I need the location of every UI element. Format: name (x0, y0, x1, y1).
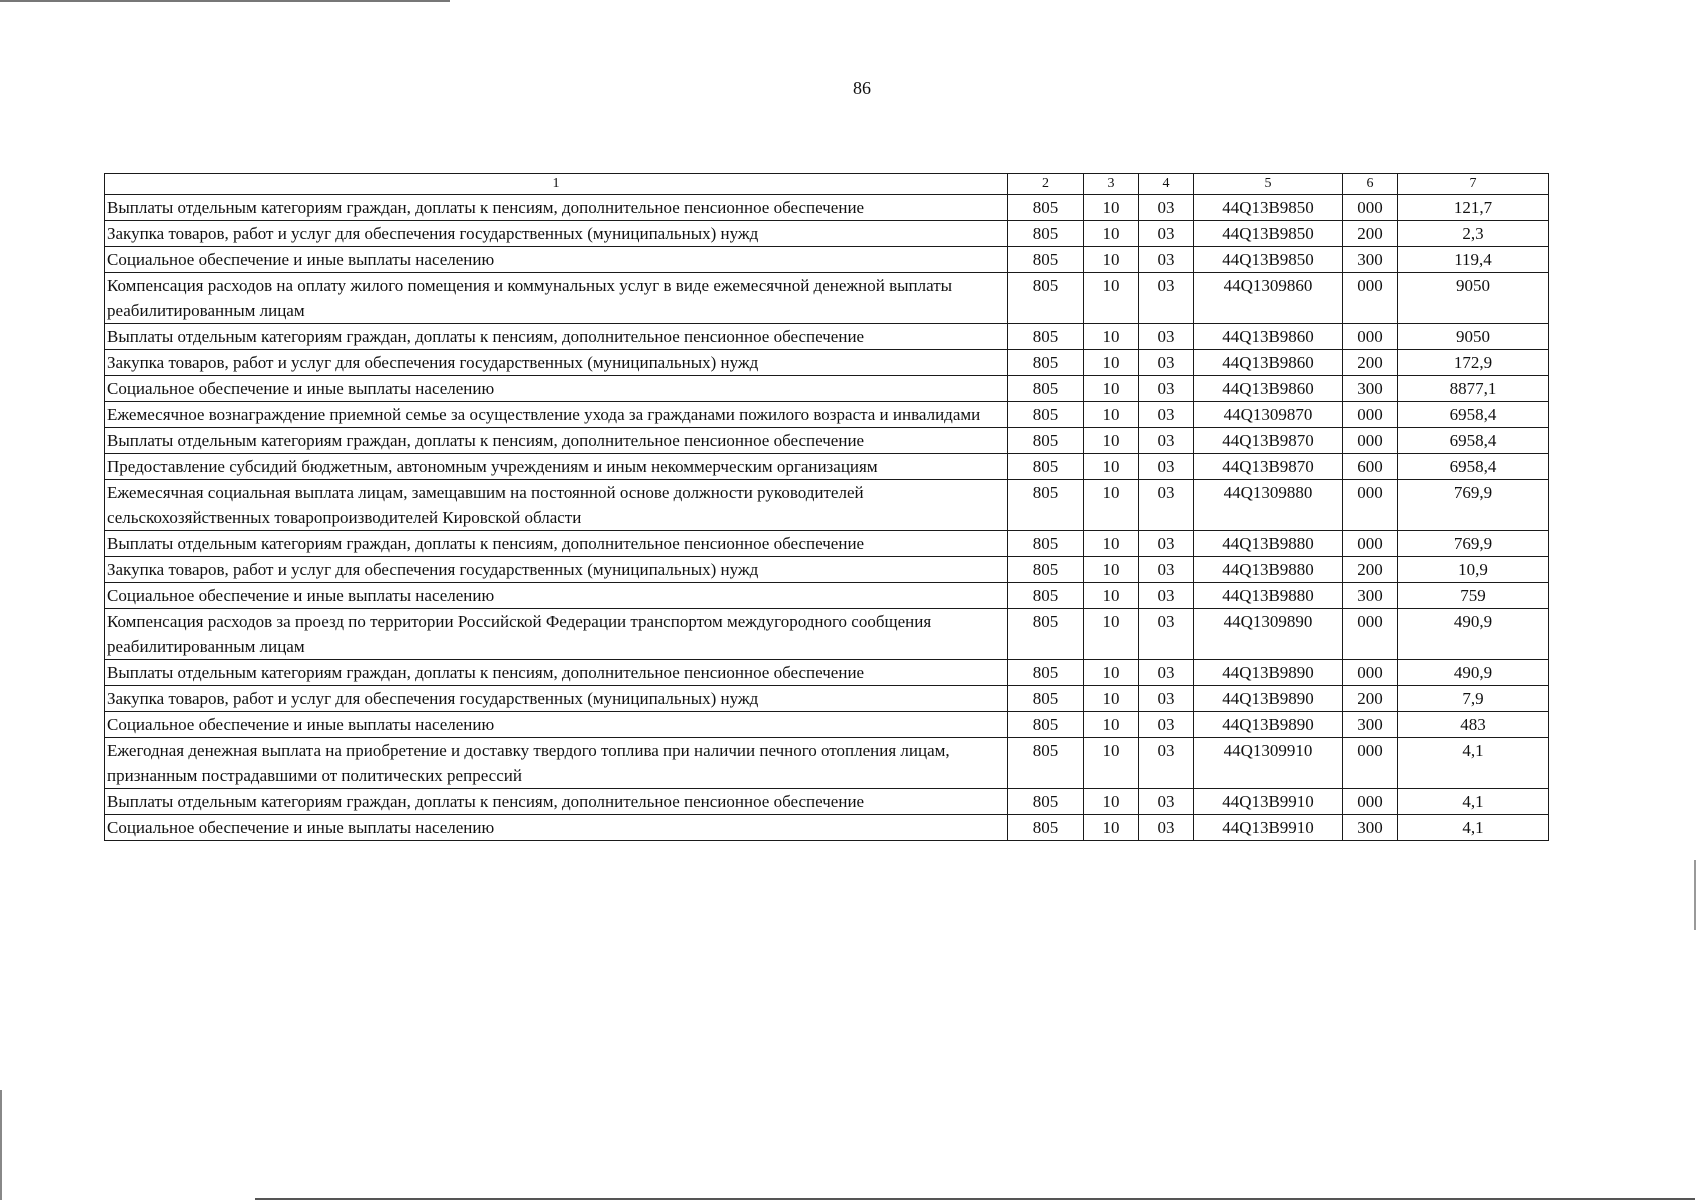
table-row (105, 480, 1549, 531)
row-amount: 6958,4 (1398, 402, 1549, 428)
row-expense-type-code: 000 (1343, 738, 1398, 789)
row-expense-type-code: 000 (1343, 660, 1398, 686)
row-subsection-code: 03 (1139, 402, 1194, 428)
page-number: 86 (853, 78, 871, 98)
column-number-2: 2 (1008, 174, 1084, 195)
row-section-code: 10 (1084, 428, 1139, 454)
row-name-cell: Выплаты отдельным категориям граждан, доплаты к пенсиям, дополнительное пенсионное обеспечение (105, 531, 1008, 557)
row-ministry-code: 805 (1008, 221, 1084, 247)
row-name-cell: Ежегодная денежная выплата на приобретение и доставку твердого топлива при наличии печного отопления лицам, признанным пострадавшими от политических репрессий (105, 738, 1008, 789)
row-expense-type-code: 200 (1343, 686, 1398, 712)
row-name-cell: Социальное обеспечение и иные выплаты населению (105, 376, 1008, 402)
row-ministry-code: 805 (1008, 583, 1084, 609)
row-ministry-code: 805 (1008, 247, 1084, 273)
row-section-code: 10 (1084, 660, 1139, 686)
table-row (105, 376, 1549, 402)
row-ministry-code: 805 (1008, 376, 1084, 402)
row-section-code: 10 (1084, 686, 1139, 712)
table-row (105, 454, 1549, 480)
column-number-4: 4 (1139, 174, 1194, 195)
row-target-article-code: 44Q13B9860 (1194, 350, 1343, 376)
row-amount: 4,1 (1398, 815, 1549, 841)
row-ministry-code: 805 (1008, 480, 1084, 531)
row-ministry-code: 805 (1008, 815, 1084, 841)
table-row (105, 738, 1549, 789)
row-subsection-code: 03 (1139, 350, 1194, 376)
row-subsection-code: 03 (1139, 428, 1194, 454)
row-name-cell: Социальное обеспечение и иные выплаты населению (105, 712, 1008, 738)
row-target-article-code: 44Q1309880 (1194, 480, 1343, 531)
row-name-cell: Ежемесячная социальная выплата лицам, замещавшим на постоянной основе должности руководителей сельскохозяйственных товаропроизводителей Кировской области (105, 480, 1008, 531)
row-section-code: 10 (1084, 324, 1139, 350)
row-name-cell: Предоставление субсидий бюджетным, автономным учреждениям и иным некоммерческим организациям (105, 454, 1008, 480)
row-expense-type-code: 000 (1343, 402, 1398, 428)
row-target-article-code: 44Q13B9910 (1194, 815, 1343, 841)
row-section-code: 10 (1084, 789, 1139, 815)
table-body (105, 195, 1549, 841)
row-amount: 9050 (1398, 273, 1549, 324)
row-expense-type-code: 000 (1343, 480, 1398, 531)
row-section-code: 10 (1084, 376, 1139, 402)
row-amount: 490,9 (1398, 660, 1549, 686)
row-target-article-code: 44Q13B9880 (1194, 531, 1343, 557)
table-row (105, 712, 1549, 738)
row-section-code: 10 (1084, 609, 1139, 660)
row-expense-type-code: 000 (1343, 273, 1398, 324)
column-number-5: 5 (1194, 174, 1343, 195)
row-section-code: 10 (1084, 221, 1139, 247)
row-target-article-code: 44Q13B9850 (1194, 247, 1343, 273)
column-number-7: 7 (1398, 174, 1549, 195)
table-row (105, 195, 1549, 221)
row-amount: 121,7 (1398, 195, 1549, 221)
row-expense-type-code: 000 (1343, 428, 1398, 454)
row-subsection-code: 03 (1139, 738, 1194, 789)
row-ministry-code: 805 (1008, 350, 1084, 376)
row-ministry-code: 805 (1008, 686, 1084, 712)
row-name-cell: Выплаты отдельным категориям граждан, доплаты к пенсиям, дополнительное пенсионное обеспечение (105, 789, 1008, 815)
row-name-cell: Выплаты отдельным категориям граждан, доплаты к пенсиям, дополнительное пенсионное обеспечение (105, 660, 1008, 686)
row-name-cell: Социальное обеспечение и иные выплаты населению (105, 583, 1008, 609)
row-ministry-code: 805 (1008, 273, 1084, 324)
row-expense-type-code: 000 (1343, 789, 1398, 815)
row-expense-type-code: 300 (1343, 583, 1398, 609)
row-expense-type-code: 200 (1343, 221, 1398, 247)
table-row (105, 402, 1549, 428)
row-target-article-code: 44Q13B9880 (1194, 557, 1343, 583)
table-row (105, 609, 1549, 660)
table-row (105, 221, 1549, 247)
row-subsection-code: 03 (1139, 480, 1194, 531)
row-ministry-code: 805 (1008, 324, 1084, 350)
row-target-article-code: 44Q13B9890 (1194, 686, 1343, 712)
table-row (105, 531, 1549, 557)
row-amount: 2,3 (1398, 221, 1549, 247)
scan-artifact-left-edge (0, 1090, 2, 1200)
row-subsection-code: 03 (1139, 273, 1194, 324)
row-section-code: 10 (1084, 815, 1139, 841)
table-row (105, 350, 1549, 376)
row-section-code: 10 (1084, 531, 1139, 557)
row-amount: 6958,4 (1398, 428, 1549, 454)
row-expense-type-code: 200 (1343, 350, 1398, 376)
row-subsection-code: 03 (1139, 712, 1194, 738)
row-target-article-code: 44Q13B9910 (1194, 789, 1343, 815)
row-amount: 119,4 (1398, 247, 1549, 273)
row-target-article-code: 44Q13B9880 (1194, 583, 1343, 609)
row-expense-type-code: 300 (1343, 247, 1398, 273)
row-section-code: 10 (1084, 247, 1139, 273)
row-target-article-code: 44Q1309860 (1194, 273, 1343, 324)
row-target-article-code: 44Q13B9860 (1194, 376, 1343, 402)
row-ministry-code: 805 (1008, 454, 1084, 480)
row-name-cell: Социальное обеспечение и иные выплаты населению (105, 815, 1008, 841)
row-subsection-code: 03 (1139, 609, 1194, 660)
row-amount: 4,1 (1398, 789, 1549, 815)
row-name-cell: Компенсация расходов на оплату жилого помещения и коммунальных услуг в виде ежемесячной денежной выплаты реабилитированным лицам (105, 273, 1008, 324)
table-row (105, 789, 1549, 815)
table-row (105, 557, 1549, 583)
row-expense-type-code: 000 (1343, 324, 1398, 350)
column-number-6: 6 (1343, 174, 1398, 195)
row-amount: 6958,4 (1398, 454, 1549, 480)
row-amount: 4,1 (1398, 738, 1549, 789)
row-name-cell: Выплаты отдельным категориям граждан, доплаты к пенсиям, дополнительное пенсионное обеспечение (105, 428, 1008, 454)
table-row (105, 660, 1549, 686)
row-amount: 7,9 (1398, 686, 1549, 712)
row-name-cell: Закупка товаров, работ и услуг для обеспечения государственных (муниципальных) нужд (105, 686, 1008, 712)
row-subsection-code: 03 (1139, 247, 1194, 273)
row-subsection-code: 03 (1139, 195, 1194, 221)
row-subsection-code: 03 (1139, 815, 1194, 841)
row-ministry-code: 805 (1008, 609, 1084, 660)
row-ministry-code: 805 (1008, 712, 1084, 738)
table-row (105, 247, 1549, 273)
table-row (105, 583, 1549, 609)
row-ministry-code: 805 (1008, 531, 1084, 557)
row-target-article-code: 44Q1309870 (1194, 402, 1343, 428)
row-expense-type-code: 000 (1343, 195, 1398, 221)
row-section-code: 10 (1084, 738, 1139, 789)
row-name-cell: Выплаты отдельным категориям граждан, доплаты к пенсиям, дополнительное пенсионное обеспечение (105, 324, 1008, 350)
row-ministry-code: 805 (1008, 195, 1084, 221)
row-ministry-code: 805 (1008, 738, 1084, 789)
row-expense-type-code: 300 (1343, 815, 1398, 841)
row-ministry-code: 805 (1008, 660, 1084, 686)
table-row (105, 815, 1549, 841)
row-section-code: 10 (1084, 557, 1139, 583)
table-row (105, 686, 1549, 712)
row-name-cell: Закупка товаров, работ и услуг для обеспечения государственных (муниципальных) нужд (105, 221, 1008, 247)
row-target-article-code: 44Q13B9890 (1194, 660, 1343, 686)
row-expense-type-code: 300 (1343, 376, 1398, 402)
row-target-article-code: 44Q1309890 (1194, 609, 1343, 660)
row-section-code: 10 (1084, 402, 1139, 428)
row-expense-type-code: 000 (1343, 609, 1398, 660)
row-amount: 9050 (1398, 324, 1549, 350)
row-section-code: 10 (1084, 195, 1139, 221)
row-target-article-code: 44Q1309910 (1194, 738, 1343, 789)
table-row (105, 273, 1549, 324)
row-target-article-code: 44Q13B9870 (1194, 428, 1343, 454)
row-subsection-code: 03 (1139, 686, 1194, 712)
row-ministry-code: 805 (1008, 402, 1084, 428)
row-target-article-code: 44Q13B9850 (1194, 221, 1343, 247)
row-name-cell: Компенсация расходов за проезд по территории Российской Федерации транспортом междугородного сообщения реабилитированным лицам (105, 609, 1008, 660)
row-target-article-code: 44Q13B9860 (1194, 324, 1343, 350)
row-expense-type-code: 200 (1343, 557, 1398, 583)
table-row (105, 324, 1549, 350)
row-amount: 172,9 (1398, 350, 1549, 376)
row-section-code: 10 (1084, 273, 1139, 324)
row-subsection-code: 03 (1139, 376, 1194, 402)
row-subsection-code: 03 (1139, 789, 1194, 815)
row-amount: 8877,1 (1398, 376, 1549, 402)
row-target-article-code: 44Q13B9850 (1194, 195, 1343, 221)
row-subsection-code: 03 (1139, 660, 1194, 686)
row-amount: 769,9 (1398, 531, 1549, 557)
row-expense-type-code: 600 (1343, 454, 1398, 480)
row-section-code: 10 (1084, 454, 1139, 480)
row-name-cell: Выплаты отдельным категориям граждан, доплаты к пенсиям, дополнительное пенсионное обеспечение (105, 195, 1008, 221)
row-expense-type-code: 000 (1343, 531, 1398, 557)
row-amount: 759 (1398, 583, 1549, 609)
budget-table (104, 173, 1549, 841)
column-number-1: 1 (105, 174, 1008, 195)
row-subsection-code: 03 (1139, 531, 1194, 557)
row-target-article-code: 44Q13B9870 (1194, 454, 1343, 480)
row-section-code: 10 (1084, 350, 1139, 376)
scan-artifact-top-line (0, 0, 450, 2)
row-amount: 769,9 (1398, 480, 1549, 531)
row-section-code: 10 (1084, 712, 1139, 738)
row-name-cell: Ежемесячное вознаграждение приемной семье за осуществление ухода за гражданами пожилого возраста и инвалидами (105, 402, 1008, 428)
row-name-cell: Социальное обеспечение и иные выплаты населению (105, 247, 1008, 273)
row-name-cell: Закупка товаров, работ и услуг для обеспечения государственных (муниципальных) нужд (105, 350, 1008, 376)
row-subsection-code: 03 (1139, 454, 1194, 480)
table-header-row (105, 174, 1549, 195)
row-subsection-code: 03 (1139, 221, 1194, 247)
row-ministry-code: 805 (1008, 789, 1084, 815)
row-subsection-code: 03 (1139, 324, 1194, 350)
row-amount: 490,9 (1398, 609, 1549, 660)
table-row (105, 428, 1549, 454)
column-number-3: 3 (1084, 174, 1139, 195)
row-section-code: 10 (1084, 480, 1139, 531)
row-section-code: 10 (1084, 583, 1139, 609)
row-amount: 10,9 (1398, 557, 1549, 583)
row-subsection-code: 03 (1139, 557, 1194, 583)
row-subsection-code: 03 (1139, 583, 1194, 609)
row-target-article-code: 44Q13B9890 (1194, 712, 1343, 738)
row-ministry-code: 805 (1008, 428, 1084, 454)
row-ministry-code: 805 (1008, 557, 1084, 583)
row-amount: 483 (1398, 712, 1549, 738)
row-expense-type-code: 300 (1343, 712, 1398, 738)
row-name-cell: Закупка товаров, работ и услуг для обеспечения государственных (муниципальных) нужд (105, 557, 1008, 583)
